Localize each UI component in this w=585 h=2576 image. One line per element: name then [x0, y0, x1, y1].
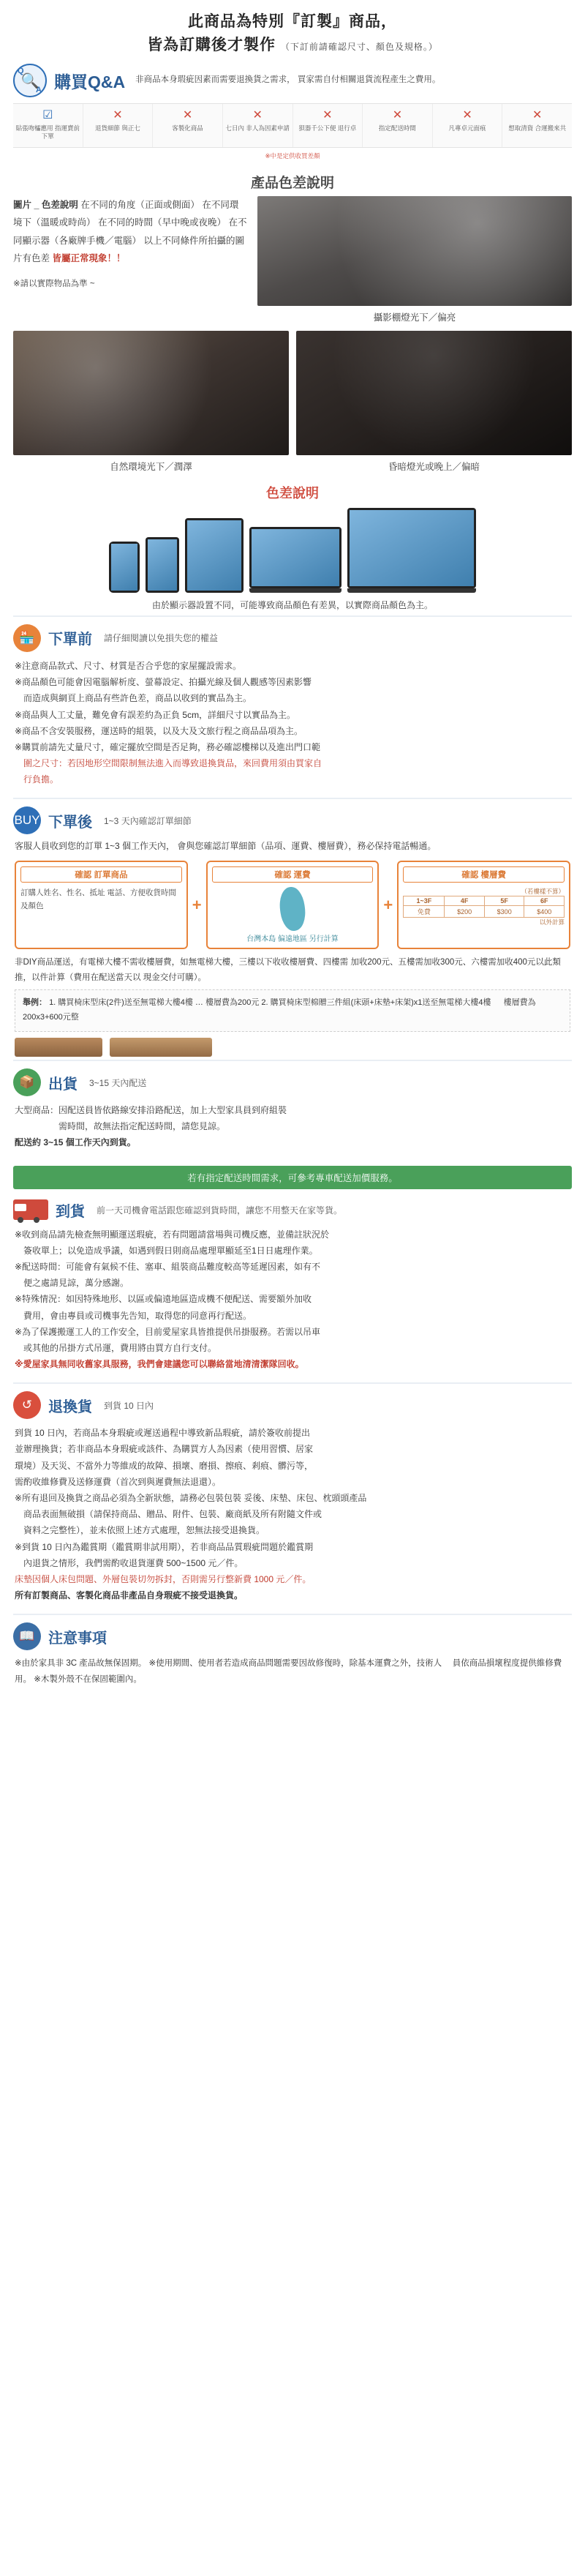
floor-fee-notes: [0, 949, 585, 985]
phone-screen: [111, 544, 137, 591]
qa-step: [223, 104, 293, 147]
after-order-subtitle: 1~3 天內確認訂單細節: [104, 815, 192, 826]
notice-line: ※使用期間、使用者若造成商品問題需要因故修復時，除基本運費之外，技術人: [148, 1659, 442, 1669]
after-order-header: [0, 802, 585, 837]
monitor-screen: [350, 510, 474, 586]
after-order-lead-line-1: 客服人員收到您的訂單 1~3 個工作天內，: [15, 841, 176, 852]
before-order-line: 而造成與網頁上商品有些許色差，商品以收到的實品為主。: [15, 693, 252, 704]
qa-badge-q-label: Q: [18, 67, 24, 75]
qa-step-label: 凡專卓元面痕: [448, 124, 486, 132]
sofa-photo-natural: [13, 331, 289, 455]
laptop-device: [249, 527, 341, 593]
arrival-hotline[interactable]: ※愛屋家具無同收舊家具服務，我們會建議您可以聯絡當地清清潔隊回收。: [15, 1359, 304, 1370]
banner-line-2: [0, 34, 585, 57]
device-block-note: 由於顯示器設置不同，可能導致商品顏色有差異，以實際商品顏色為主。: [151, 599, 433, 610]
monitor-stand: [347, 588, 476, 593]
before-order-line: ※購買前請先丈量尺寸，確定擺放空間是否足夠，務必確認樓梯以及進出門口範: [15, 741, 321, 752]
returns-line: 環境）及天災、不當外力等維成的故障、損壞、磨損、擦痕、剎痕、髒污等，: [15, 1460, 314, 1471]
returns-body: [0, 1422, 585, 1611]
returns-title: 退換貨: [48, 1399, 92, 1415]
color-diff-head: 圖片 _ 色差說明: [13, 199, 78, 210]
returns-line: 並辦理換貨；若非商品本身瑕疵或該件、為購買方人為因素（使用習慣、居家: [15, 1444, 314, 1455]
qa-section: [0, 62, 585, 165]
arrival-line: 簽收單上；以免造成爭議，如遇到假日則商品處理單顯延至1日日處理作業。: [15, 1245, 318, 1256]
example-box: [15, 989, 570, 1032]
before-order-line: ※商品不含安裝服務，運送時的組裝，以及大及文旅行程之商品品項為主。: [15, 725, 303, 736]
returns-line: 內退貨之情形，我們需酌收退貨運費 500~1500 元／件。: [15, 1557, 244, 1568]
qa-header: [13, 64, 572, 97]
cross-icon: ✕: [322, 109, 333, 121]
shipping-body: [0, 1099, 585, 1158]
floor-fee-table: [403, 896, 565, 918]
shipping-header: [0, 1064, 585, 1099]
banner-line-2-note: （下訂前請確認尺寸、顏色及規格。）: [280, 41, 438, 52]
returns-line: 需酌收維修費及送修運費（首次到與遲費無法退還）。: [15, 1476, 222, 1487]
arrival-line: 便之處請見諒，萬分感謝。: [15, 1278, 129, 1289]
shipping-subtitle: 3~15 天內配送: [89, 1077, 147, 1088]
qa-badge-a-label: A: [36, 86, 42, 94]
qa-note-line-2: 買家需自付相關退貨流程產生之費用。: [297, 75, 441, 85]
floor-fee-note-line: 現金交付可購）。: [143, 973, 206, 982]
example-line: 1. 購買椅床型床(2件)送至無電梯大樓4樓 … 樓層費為200元: [49, 998, 260, 1008]
buy-icon: BUY: [13, 806, 41, 834]
returns-subtitle: 到貨 10 日內: [104, 1400, 154, 1411]
qa-step-label: 想取清資 合運搬來共: [508, 124, 567, 132]
shipping-line: 配送約 3~15 個工作天內到貨。: [15, 1137, 136, 1148]
truck-icon: [13, 1199, 48, 1220]
qa-step: [83, 104, 154, 147]
qa-title: 購買Q&A: [54, 72, 126, 91]
color-diff-line: 在不同環境下（溫暖或時尚）: [13, 199, 239, 228]
confirm-box-shipping: [206, 861, 380, 949]
book-icon: 📖: [13, 1622, 41, 1650]
divider: [13, 1060, 572, 1061]
fee-caption: （若樓樣不算）: [521, 888, 565, 896]
divider: [13, 1382, 572, 1384]
example-line: 樓層費為200x3+600元整: [23, 998, 536, 1022]
notice-line: ※由於家具非 3C 產品故無保固期。: [15, 1659, 147, 1669]
natural-photo-caption: 自然環境光下／潤澤: [110, 461, 192, 472]
fee-cell: $400: [524, 906, 565, 918]
arrival-title: 到貨: [56, 1203, 85, 1220]
qa-step-label: 指定配送時間: [378, 124, 416, 132]
cross-icon: ✕: [182, 109, 193, 121]
qa-step-label: 客製化商品: [172, 124, 203, 132]
arrival-body: [0, 1224, 585, 1380]
taiwan-map-label: 台灣本島 偏遠地區 另行計算: [246, 935, 339, 944]
device-row: [0, 508, 585, 593]
confirm-box-shipping-title: 確認 運費: [212, 866, 374, 883]
confirm-box-items: [15, 861, 188, 949]
notice-header: [0, 1618, 585, 1653]
fee-footer: 以外計算: [540, 918, 565, 926]
before-order-title: 下單前: [48, 632, 92, 648]
laptop-base: [249, 588, 341, 593]
check-icon: ☑: [42, 109, 53, 121]
before-order-line: ※商品顏色可能會因電腦解析度、螢幕設定、拍攝光線及個人觀感等因素影響: [15, 677, 312, 688]
qa-note-line-1: 非商品本身瑕疵因素而需要退換貨之需求，: [135, 75, 295, 85]
arrival-line: ※配送時間：可能會有氣候不佳、塞車、組裝商品難度較高等延遲因素，如有不: [15, 1261, 321, 1272]
arrival-header: [0, 1195, 585, 1224]
notice-title: 注意事項: [48, 1630, 107, 1647]
sofa-photo-night: [296, 331, 572, 455]
night-photo-block: [296, 331, 572, 474]
color-diff-line: 以上不同條件所拍攝的圖片有色差: [13, 235, 245, 264]
qa-step: [433, 104, 503, 147]
sofa-photo-studio: [257, 196, 572, 306]
after-order-lead: [0, 837, 585, 861]
color-diff-line: 在不同的時間（早中晚或夜晚）: [98, 217, 227, 228]
qa-step-label: 退貨細節 與正七: [95, 124, 140, 132]
top-banner: [0, 0, 585, 62]
cross-icon: ✕: [113, 109, 123, 121]
color-diff-title: 產品色差說明: [250, 175, 334, 191]
returns-line: 商品表面無破損（請保持商品、贈品、附件、包裝、廠商紙及所有附隨文件或: [15, 1509, 322, 1520]
qa-step: [13, 104, 83, 147]
fee-cell: 免費: [404, 906, 445, 918]
banner-line-1: 此商品為特別『訂製』商品，: [188, 13, 397, 30]
floor-fee-note-line: 非DIY商品運送，有電梯大樓不需收樓層費，如無電梯大樓，三樓以下收收樓層費、四樓需: [15, 958, 349, 967]
confirm-box-floor-fee: [397, 861, 570, 949]
tablet-screen: [187, 520, 241, 591]
before-order-line: 圍之尺寸：若因地形空間限制無法進入而導致退換貨品，來回費用須由買家自: [15, 758, 322, 769]
divider: [13, 798, 572, 799]
notice-body: [0, 1653, 585, 1698]
color-diff-line: 在不同的角度（正面或側面）: [80, 199, 200, 210]
tablet-device: [185, 518, 244, 593]
shipping-green-bar: 若有指定配送時間需求，可參考專車配送加價服務。: [13, 1166, 572, 1189]
laptop-screen: [252, 529, 339, 586]
confirm-box-floor-fee-title: 確認 樓層費: [403, 866, 565, 883]
confirm-boxes: [0, 861, 585, 949]
qa-step-label: 狽器千公下便 退行卓: [298, 124, 357, 132]
arrival-line: ※為了保護搬運工人的工作安全，目前愛屋家具皆推提供吊掛服務。若需以吊車: [15, 1326, 321, 1337]
after-order-title: 下單後: [48, 814, 92, 831]
bed-illustration-1: [15, 1038, 102, 1057]
color-diff-line: 在不同顯示器（各廠牌手機／電腦）: [13, 217, 247, 246]
fee-col-header: 4F: [445, 896, 485, 906]
arrival-line: 或其他的吊掛方式吊運，費用將由買方自行支付。: [15, 1342, 217, 1353]
qa-step: [363, 104, 433, 147]
fee-col-header: 1~3F: [404, 896, 445, 906]
cross-icon: ✕: [252, 109, 263, 121]
magnifier-icon: 🔍: [20, 72, 39, 89]
table-row: [404, 896, 565, 906]
box-icon: 📦: [13, 1068, 41, 1096]
phone-device: [109, 542, 140, 593]
before-order-line: ※商品與人工丈量，難免會有誤差約為正負 5cm，詳細尺寸以實品為主。: [15, 709, 296, 720]
shipping-line: 需時間，故無法指定配送時間，請您見諒。: [15, 1121, 226, 1132]
before-order-header: [0, 620, 585, 655]
night-photo-caption: 昏暗燈光或晚上／偏暗: [388, 461, 480, 472]
photo-compare-row: [0, 325, 585, 474]
fee-cell: $200: [445, 906, 485, 918]
notice-line: 員依商品損壞程度提供維修費用。: [15, 1659, 562, 1684]
natural-photo-block: [13, 331, 289, 474]
qa-steps-row: [13, 103, 572, 148]
studio-photo-caption: 攝影棚燈光下／偏亮: [373, 312, 456, 323]
returns-line: 資料之完整性），並未依照上述方式處理，恕無法接受退換貨。: [15, 1525, 265, 1536]
bed-illustration-2: [110, 1038, 212, 1057]
phone-screen-2: [148, 539, 177, 591]
before-order-line: ※注意商品款式、尺寸、材質是否合乎您的家屋擺設需求。: [15, 660, 242, 671]
plus-sign-2: +: [383, 895, 393, 914]
qa-step-label: 貼張吻櫺應用 指運賣前下單: [15, 124, 80, 141]
returns-line: 到貨 10 日內，若商品本身瑕疵或遲送過程中導致新品瑕疵，請於簽收前提出: [15, 1428, 311, 1439]
returns-header: [0, 1387, 585, 1422]
arrival-line: 費用，會由專員或司機事先告知，取得您的同意再行配送。: [15, 1310, 252, 1321]
fee-col-header: 6F: [524, 896, 565, 906]
notice-line: ※木製外殼不在保固範圍內。: [34, 1674, 142, 1684]
taiwan-map-icon: [212, 887, 374, 943]
after-order-lead-line-2: 會與您確認訂單細節（品項、運費、樓層費），務必保持電話暢通。: [177, 841, 437, 852]
returns-line: ※到貨 10 日內為鑑賞期（鑑賞期非試用期），若非商品品質瑕疵問題於鑑賞期: [15, 1541, 314, 1552]
phone-device-2: [146, 537, 179, 593]
arrival-line: ※特殊情況：如因特殊地形、以區或偏遠地區造成機不便配送、需要額外加收: [15, 1294, 312, 1305]
arrival-subtitle: 前一天司機會電話跟您確認到貨時間，讓您不用整天在家等貨。: [97, 1205, 343, 1216]
color-diff-row: [0, 196, 585, 325]
cross-icon: ✕: [532, 109, 543, 121]
color-diff-star-note: ※請以實際物品為準 ~: [13, 280, 95, 289]
returns-line: 所有訂製商品、客製化商品非產品自身瑕疵不接受退換貨。: [15, 1590, 244, 1601]
cross-icon: ✕: [462, 109, 472, 121]
fee-col-header: 5F: [484, 896, 524, 906]
device-block-title: 色差說明: [266, 485, 319, 501]
qa-step: [502, 104, 572, 147]
divider: [13, 1614, 572, 1615]
qa-footer-note: ※中是定供收買差顏: [265, 151, 320, 160]
returns-line: 床墊因個人床包問題、外層包裝切勿拆封，否則需另行整新費 1000 元／件。: [15, 1573, 312, 1584]
studio-photo-block: [257, 196, 572, 325]
qa-badge-icon: [13, 64, 47, 97]
floor-fee-note-line: 加收200元、五樓需加收300元、六樓需加收400元以此類推，以件計算（費用在配送當天以: [15, 958, 561, 982]
divider: [13, 615, 572, 617]
qa-step-label: 七日內 非人為因素申請: [225, 124, 290, 132]
confirm-box-items-body: 訂購人姓名、性名、抵址 電話、方便收貨時間 及顏色: [20, 888, 176, 910]
before-order-subtitle: 請仔細閱讀以免損失您的權益: [104, 633, 219, 644]
qa-note: [135, 74, 440, 87]
banner-line-2-main: 皆為訂購後才製作: [147, 36, 276, 53]
arrival-line: ※收到商品請先檢查無明顯運送瑕疵，若有問題請當場與司機反應，並備註狀況於: [15, 1229, 330, 1240]
shipping-line: 大型商品：因配送員皆依路線安排沿路配送，加上大型家具員到府組裝: [15, 1105, 287, 1115]
cross-icon: ✕: [392, 109, 403, 121]
shipping-title: 出貨: [48, 1076, 78, 1093]
confirm-box-items-title: 確認 訂單商品: [20, 866, 182, 883]
plus-sign-1: +: [192, 895, 202, 914]
fee-cell: $300: [484, 906, 524, 918]
monitor-device: [347, 508, 476, 593]
example-illustrations: [15, 1038, 570, 1057]
qa-step: [293, 104, 363, 147]
before-order-body: [0, 655, 585, 795]
example-head: 舉例：: [23, 998, 47, 1008]
return-arrow-icon: ↺: [13, 1391, 41, 1419]
color-diff-text: [13, 196, 247, 293]
table-row: [404, 906, 565, 918]
color-diff-line: 皆屬正常現象！！: [52, 253, 126, 264]
before-order-line: 行負擔。: [15, 774, 59, 785]
qa-step: [153, 104, 223, 147]
returns-line: ※所有退回及換貨之商品必須為全新狀態，請務必包裝包裝 妥後、床墊、床包、枕頭頭產品: [15, 1493, 367, 1503]
store-icon: 🏪: [13, 624, 41, 652]
example-line: 2. 購買椅床型棉贈三件組(床頭+床墊+床架)x1送至無電梯大樓4樓: [261, 998, 491, 1008]
